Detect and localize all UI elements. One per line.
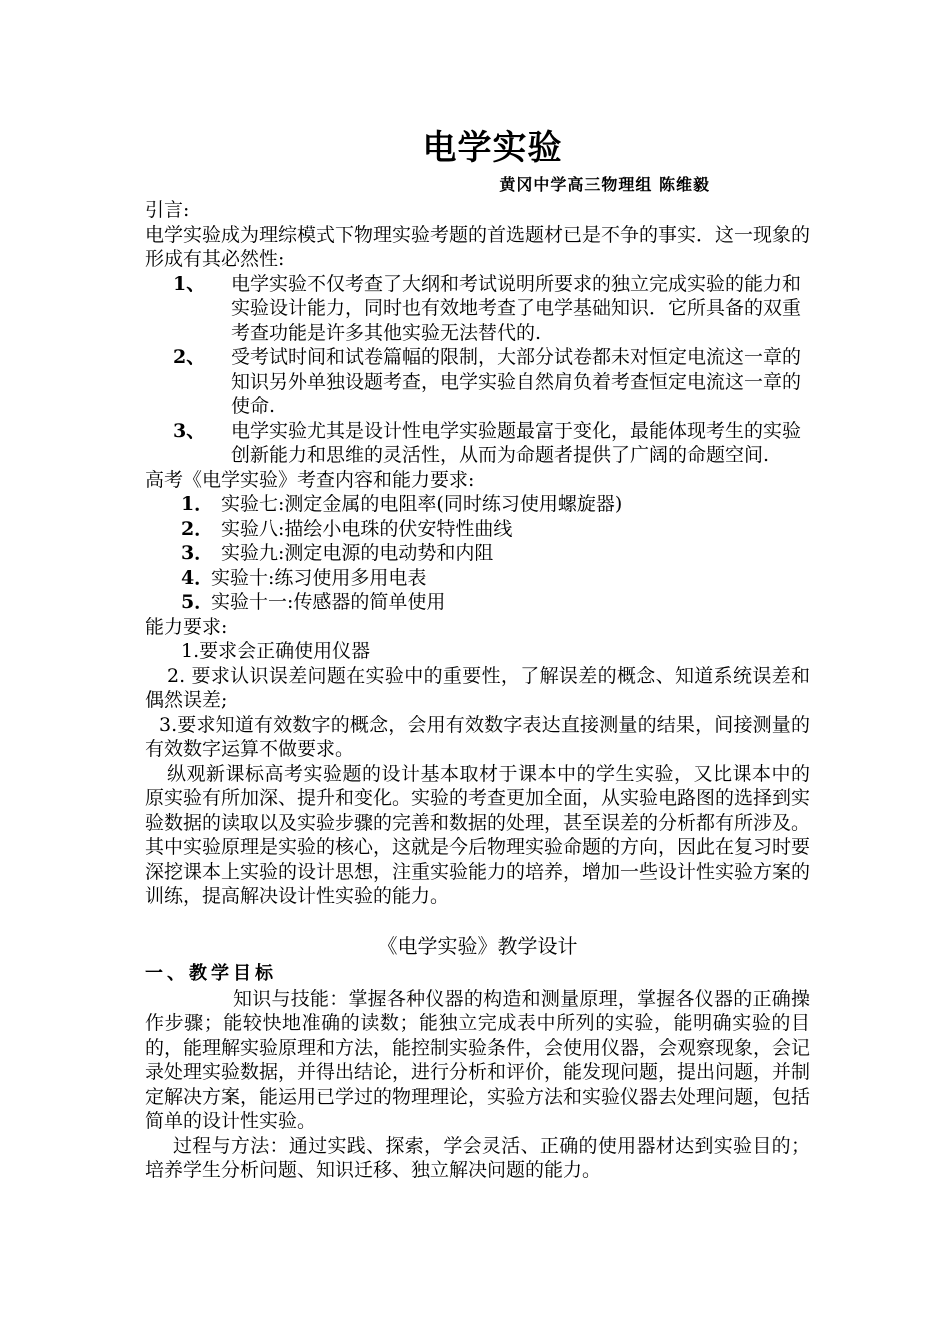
ability-item: 2. 要求认识误差问题在实验中的重要性，了解误差的概念、知道系统误差和偶然误差;: [145, 664, 810, 711]
list-item: [145, 590, 810, 615]
intro-label: 引言:: [145, 199, 190, 221]
list-item-number: 5．: [181, 591, 214, 613]
list-item: [145, 541, 810, 566]
scope-label: 高考《电学实验》考查内容和能力要求:: [145, 468, 475, 491]
document-body: [145, 126, 810, 1183]
reasons-list: [145, 272, 810, 468]
design-title: 《电学实验》教学设计: [377, 933, 578, 958]
document-author: 黄冈中学高三物理组 陈维毅: [499, 175, 710, 194]
ability-item: 1.要求会正确使用仪器: [181, 640, 371, 662]
list-item-text: 实验七:测定金属的电阻率(同时练习使用螺旋器): [221, 493, 623, 515]
list-item-number: 2、: [173, 346, 206, 368]
document-title: 电学实验: [422, 128, 563, 168]
list-item-number: 3、: [173, 419, 206, 442]
list-item-text: 电学实验不仅考查了大纲和考试说明所要求的独立完成实验的能力和实验设计能力，同时也有效地考查了电学基础知识．它所具备的双重考查功能是许多其他实验无法替代的.: [231, 272, 802, 344]
list-item-number: 3．: [181, 542, 214, 564]
list-item-text: 实验八:描绘小电珠的伏安特性曲线: [221, 517, 513, 540]
process-paragraph: 过程与方法：通过实践、探索，学会灵活、正确的使用器材达到实验目的；培养学生分析问题、知识迁移、独立解决问题的能力。: [145, 1134, 810, 1181]
list-item-text: 实验十一:传感器的简单使用: [211, 591, 446, 613]
goal-heading: 一、教学目标: [145, 963, 277, 984]
list-item-number: 2．: [181, 517, 214, 540]
intro-text: 电学实验成为理综模式下物理实验考题的首选题材已是不争的事实．这一现象的形成有其必然性:: [145, 223, 811, 270]
list-item-text: 受考试时间和试卷篇幅的限制，大部分试卷都未对恒定电流这一章的知识另外单独设题考查，电学实验自然肩负着考查恒定电流这一章的使命.: [231, 346, 802, 417]
ability-label: 能力要求:: [145, 615, 228, 638]
ability-item: 3.要求知道有效数字的概念，会用有效数字表达直接测量的结果，间接测量的有效数字运算不做要求。: [145, 713, 810, 760]
list-item: [145, 517, 810, 542]
summary-paragraph: 纵观新课标高考实验题的设计基本取材于课本中的学生实验，又比课本中的原实验有所加深、提升和变化。实验的考查更加全面，从实验电路图的选择到实验数据的读取以及实验步骤的完善和数据的处理，甚至误差的分析都有所涉及。其中实验原理是实验的核心，这就是今后物理实验命题的方向，因此在复习时要深挖课本上实验的设计思想，注重实验能力的培养，增加一些设计性实验方案的训练，提高解决设计性实验的能力。: [145, 762, 811, 907]
list-item: [145, 419, 810, 468]
list-item-number: 1．: [181, 493, 214, 515]
list-item: [145, 345, 810, 419]
list-item: [145, 492, 810, 517]
list-item: [145, 566, 810, 591]
list-item-number: 4．: [181, 566, 214, 589]
list-item-number: 1、: [173, 272, 206, 295]
list-item-text: 实验九:测定电源的电动势和内阻: [221, 542, 494, 564]
experiment-list: [145, 492, 810, 615]
list-item-text: 电学实验尤其是设计性电学实验题最富于变化，最能体现考生的实验创新能力和思维的灵活性，从而为命题者提供了广阔的命题空间.: [231, 419, 802, 466]
knowledge-paragraph: 知识与技能：掌握各种仪器的构造和测量原理，掌握各仪器的正确操作步骤；能较快地准确的读数；能独立完成表中所列的实验，能明确实验的目的，能理解实验原理和方法，能控制实验条件，会使用仪器，会观察现象，会记录处理实验数据，并得出结论，进行分析和评价，能发现问题，提出问题，并制定解决方案，能运用已学过的物理理论，实验方法和实验仪器去处理问题，包括简单的设计性实验。: [145, 987, 811, 1132]
list-item: [145, 272, 810, 346]
list-item-text: 实验十:练习使用多用电表: [211, 566, 427, 589]
